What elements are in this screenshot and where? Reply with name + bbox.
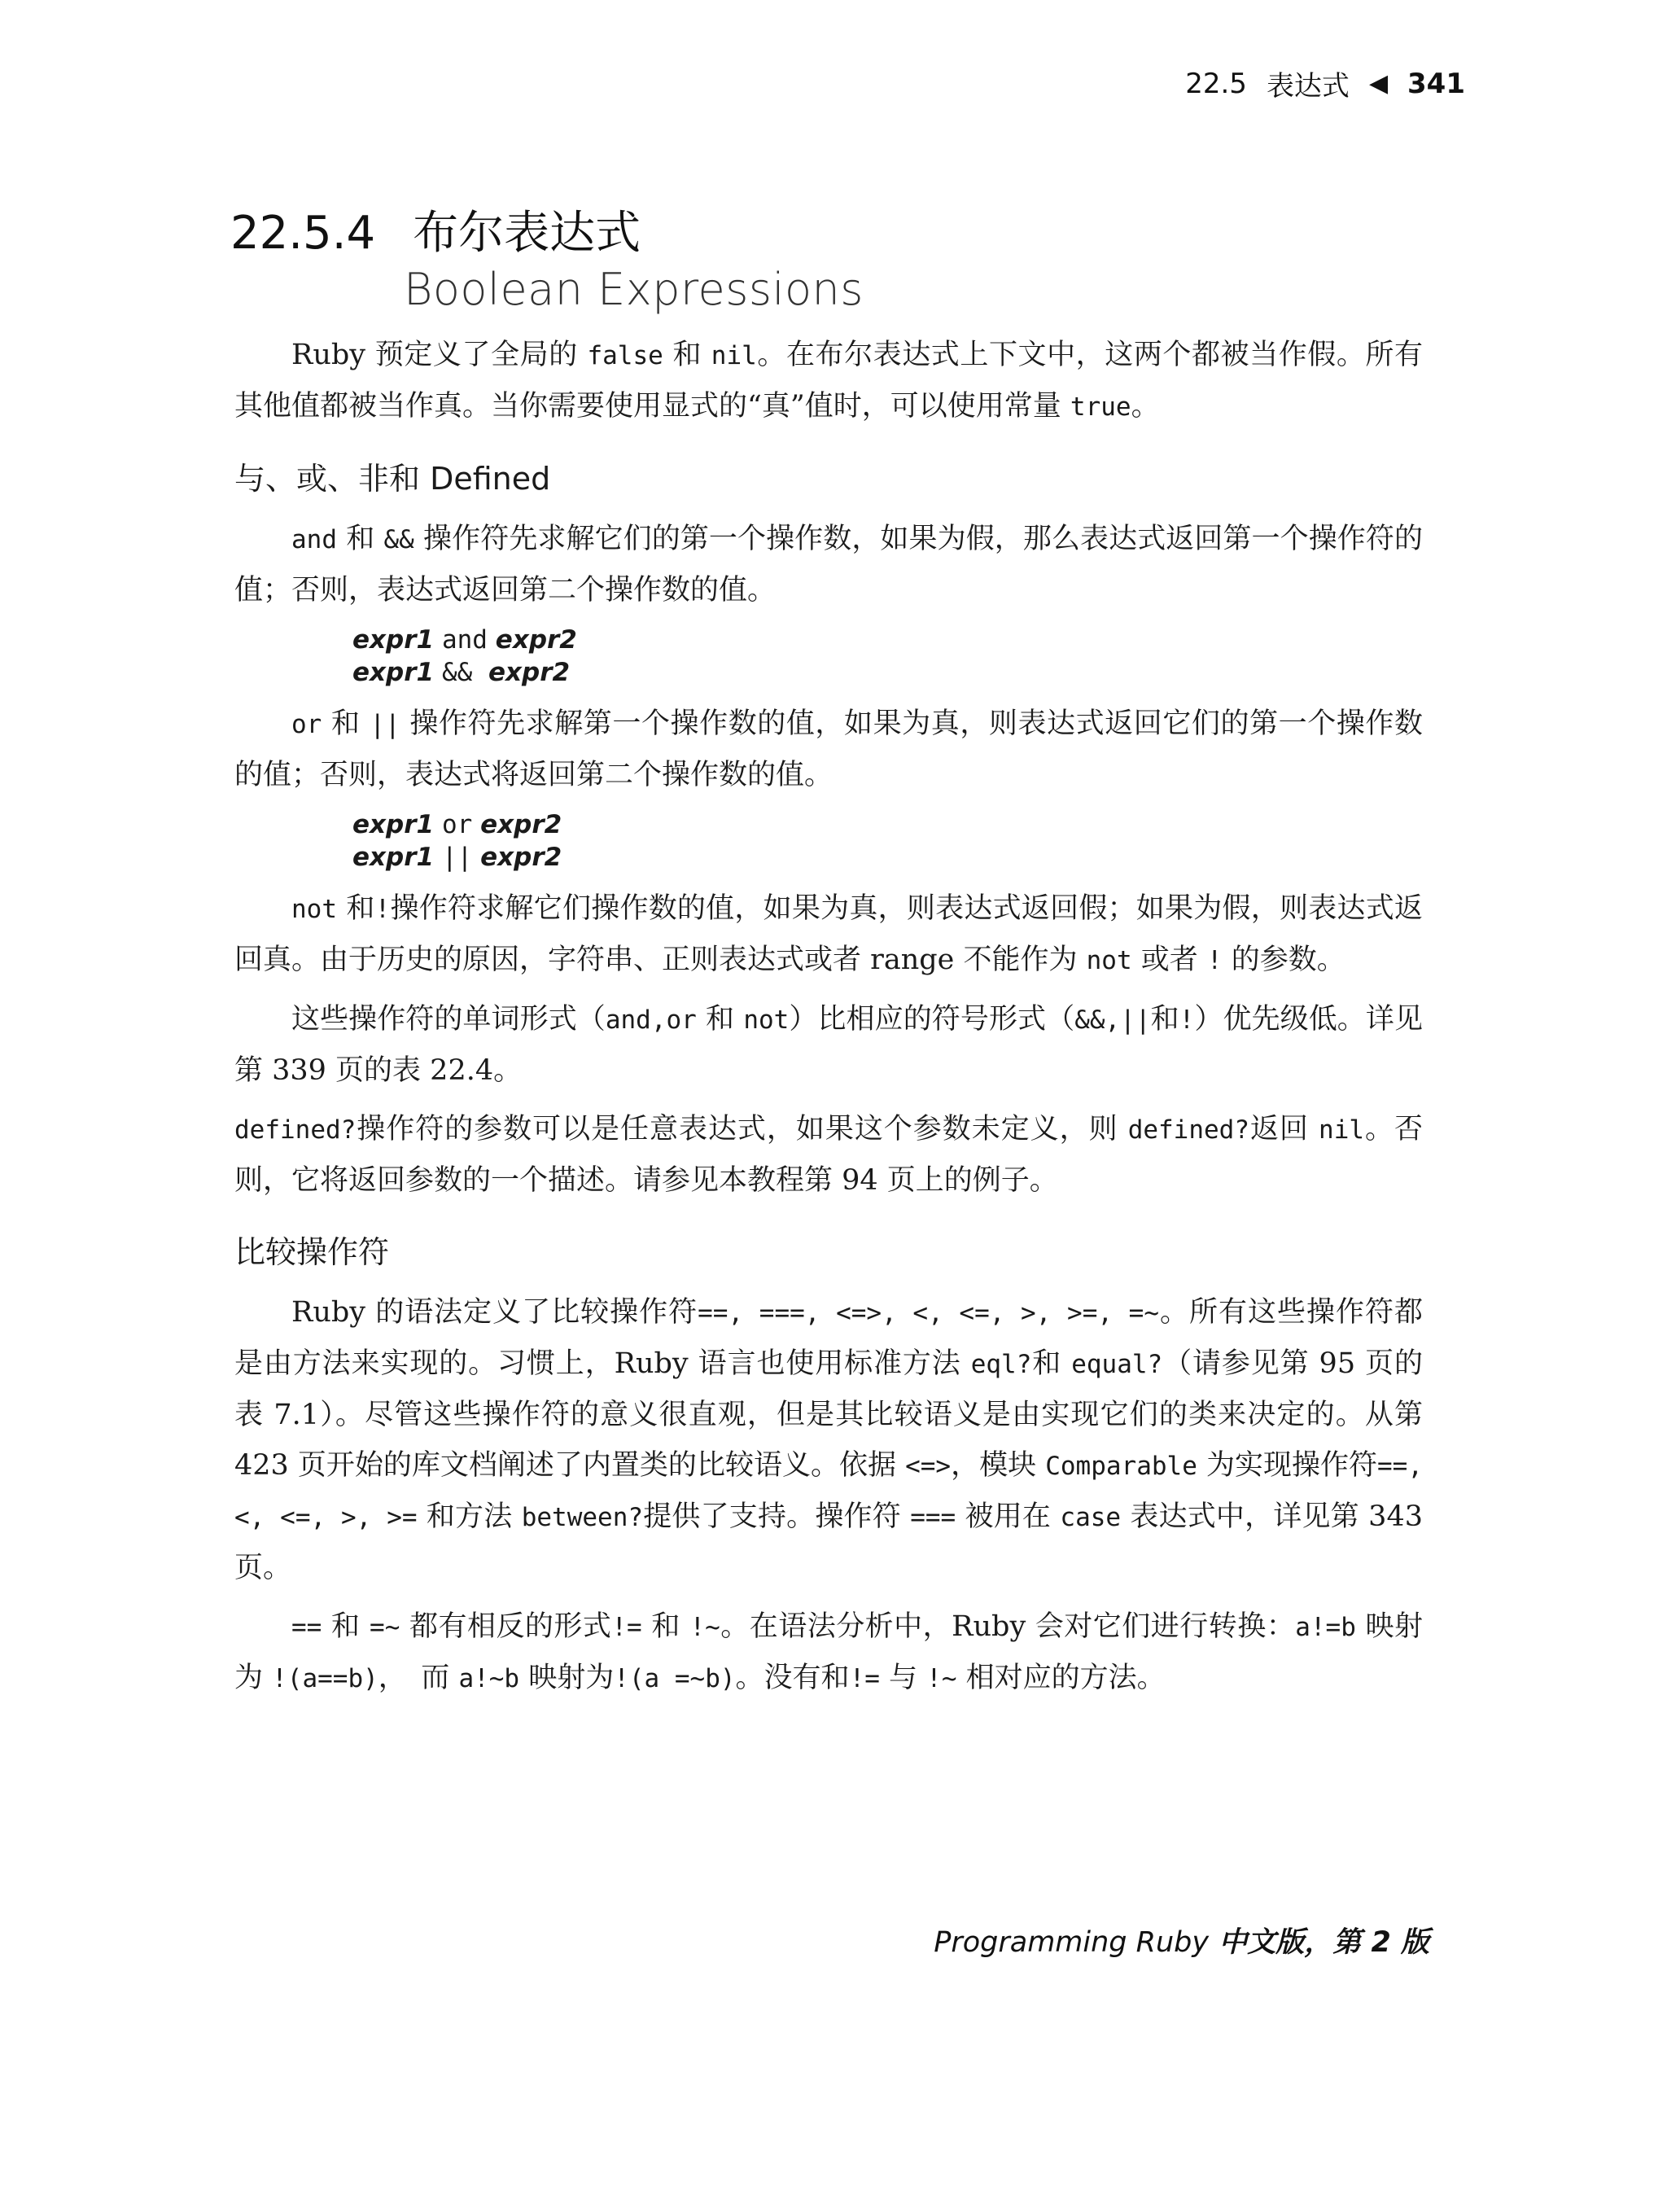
page-body <box>234 330 1423 1712</box>
header-title: 表达式 <box>1266 70 1350 103</box>
subheading-compare: 比较操作符 <box>234 1234 390 1270</box>
footer-edition: 中文版，第 2 版 <box>1209 1926 1429 1959</box>
intro-paragraph: Ruby 预定义了全局的 false 和 nil。在布尔表达式上下文中，这两个都被当作假。所有其他值都被当作真。当你需要使用显式的“真”值时，可以使用常量 true。 <box>234 339 1423 423</box>
left-triangle-icon: ◀ <box>1368 69 1389 98</box>
running-footer <box>934 1920 1429 1960</box>
or-code-example <box>352 808 1423 874</box>
code-line: expr1 || expr2 <box>352 843 562 872</box>
section-title-cn: 布尔表达式 <box>413 207 641 260</box>
defined-paragraph: defined?操作符的参数可以是任意表达式，如果这个参数未定义，则 defined?返回 nil。否则，它将返回参数的一个描述。请参见本教程第 94 页上的例子。 <box>234 1113 1423 1197</box>
section-heading <box>230 197 864 315</box>
or-paragraph: or 和 || 操作符先求解第一个操作数的值，如果为真，则表达式返回它们的第一个操作数的值；否则，表达式将返回第二个操作数的值。 <box>234 707 1423 791</box>
negation-paragraph: == 和 =~ 都有相反的形式!= 和 !~。在语法分析中，Ruby 会对它们进行转换：a!=b 映射为 !(a==b)， 而 a!~b 映射为!(a =~b)。没有和!= 与 !~ 相对应的方法。 <box>234 1610 1423 1694</box>
code-line: expr1 and expr2 <box>352 625 577 655</box>
and-paragraph: and 和 && 操作符先求解它们的第一个操作数，如果为假，那么表达式返回第一个操作符的值；否则，表达式返回第二个操作数的值。 <box>234 523 1423 607</box>
and-code-example <box>352 624 1423 689</box>
code-line: expr1 && expr2 <box>352 658 571 687</box>
compare-paragraph: Ruby 的语法定义了比较操作符==, ===, <=>, <, <=, >, >=, =~。所有这些操作符都是由方法来实现的。习惯上，Ruby 语言也使用标准方法 eql?和 equal?（请参见第 95 页的表 7.1）。尽管这些操作符的意义很直观，但是其比较语义是由实现它们的类来决定的。从第 423 页开始的库文档阐述了内置类的比较语义。依据 <=>，模块 Comparable 为实现操作符==, <, <=, >, >= 和方法 between?提供了支持。操作符 === 被用在 case 表达式中，详见第 343 页。 <box>234 1296 1423 1584</box>
page-number: 341 <box>1407 67 1465 100</box>
section-title-en: Boolean Expressions <box>404 264 864 315</box>
header-section-number: 22.5 <box>1185 67 1247 100</box>
running-header <box>1185 64 1465 103</box>
code-line: expr1 or expr2 <box>352 810 562 839</box>
subheading-logic: 与、或、非和 Defined <box>234 461 551 497</box>
section-number: 22.5.4 <box>230 207 376 260</box>
precedence-paragraph: 这些操作符的单词形式（and,or 和 not）比相应的符号形式（&&,||和!）优先级低。详见第 339 页的表 22.4。 <box>234 1003 1423 1087</box>
footer-book-title: Programming Ruby <box>934 1926 1210 1959</box>
not-paragraph: not 和!操作符求解它们操作数的值，如果为真，则表达式返回假；如果为假，则表达式返回真。由于历史的原因，字符串、正则表达式或者 range 不能作为 not 或者 ! 的参数。 <box>234 892 1423 976</box>
